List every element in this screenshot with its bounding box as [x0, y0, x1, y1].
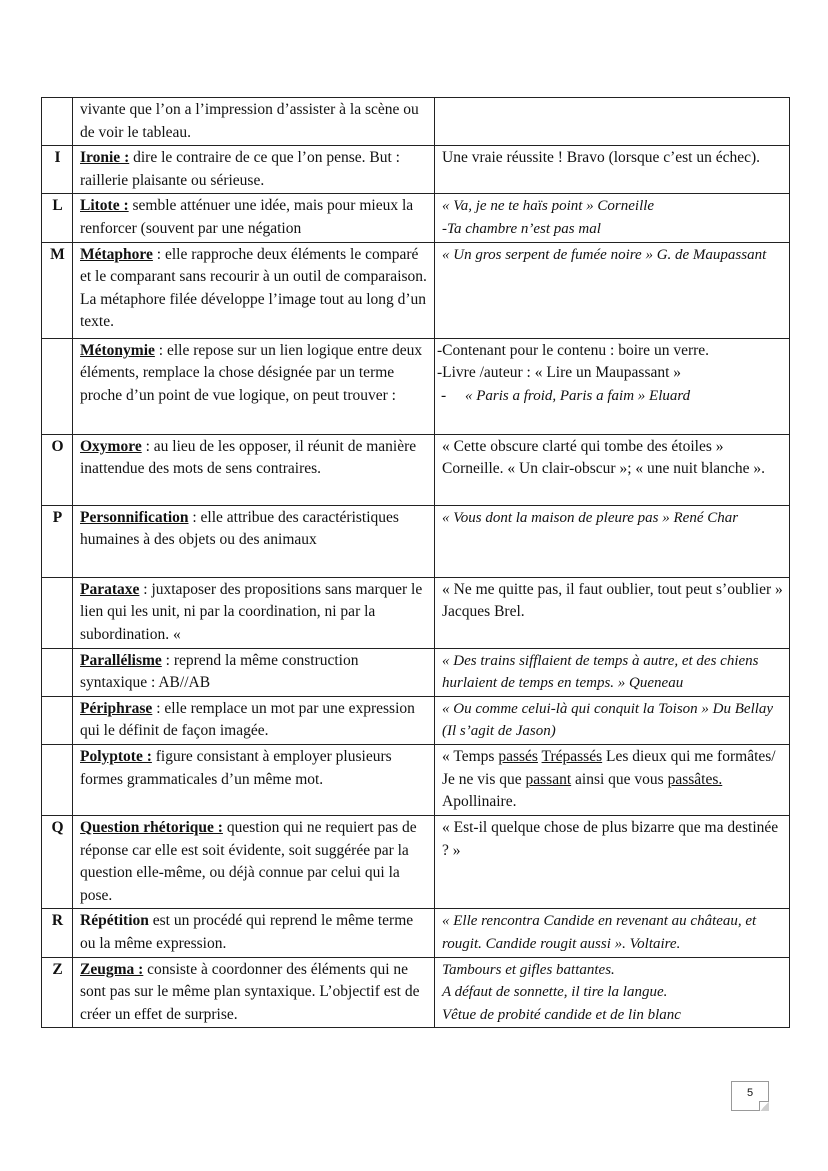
- row-letter: [42, 338, 73, 434]
- row-letter: Q: [42, 815, 73, 908]
- row-letter: I: [42, 146, 73, 194]
- definition-cell: [73, 146, 435, 194]
- definition-text: dire le contraire de ce que l’on pense. But : raillerie plaisante ou sérieuse.: [80, 149, 400, 189]
- example-line: « Va, je ne te haïs point » Corneille: [442, 198, 655, 215]
- page-number-box: [731, 1081, 769, 1111]
- definition-text: semble atténuer une idée, mais pour mieux la renforcer (souvent par une négation: [80, 197, 414, 237]
- definition-text: : au lieu de les opposer, il réunit de manière inattendue des mots de sens contraires.: [80, 437, 417, 478]
- table-row: [42, 338, 790, 434]
- term-metaphore: Métaphore: [80, 245, 153, 263]
- example-text: « Un gros serpent de fumée noire » G. de Maupassant: [442, 246, 767, 263]
- example-text: « Des trains sifflaient de temps à autre, et des chiens hurlaient de temps en temps. » Queneau: [442, 652, 759, 692]
- example-text: Les dieux qui me formâtes/ Je ne vis que: [442, 747, 776, 788]
- example-cell: [435, 696, 790, 744]
- table-row: [42, 194, 790, 242]
- example-line: [437, 385, 783, 408]
- table-row: [42, 146, 790, 194]
- example-line: A défaut de sonnette, il tire la langue.: [442, 984, 668, 1001]
- example-text: Apollinaire.: [442, 793, 517, 811]
- table-row: [42, 242, 790, 338]
- table-row: [42, 696, 790, 744]
- table-row: [42, 909, 790, 957]
- definition-cell: [73, 434, 435, 505]
- example-cell: [435, 505, 790, 577]
- row-letter: P: [42, 505, 73, 577]
- definition-text: : elle repose sur un lien logique entre deux éléments, remplace la chose désignée par un terme proche d’un point de vue logique, on peut trouver :: [80, 341, 423, 404]
- example-text: « Ou comme celui-là qui conquit la Toison » Du Bellay (Il s’agit de Jason): [442, 700, 774, 740]
- definition-text: : elle remplace un mot par une expression qui le définit de façon imagée.: [80, 699, 415, 740]
- definition-text: vivante que l’on a l’impression d’assister à la scène ou de voir le tableau.: [80, 101, 419, 141]
- example-text: ainsi que vous: [571, 770, 668, 788]
- row-letter: [42, 648, 73, 696]
- definition-text: figure consistant à employer plusieurs formes grammaticales d’un même mot.: [80, 747, 392, 788]
- table-row: [42, 577, 790, 648]
- definition-cell: [73, 194, 435, 242]
- definition-text: : juxtaposer des propositions sans marquer le lien qui les unit, ni par la coordination, ni par la subordination. «: [80, 580, 423, 643]
- example-text: « Vous dont la maison de pleure pas » René Char: [442, 509, 739, 526]
- definition-text: : reprend la même construction syntaxique : AB//AB: [80, 651, 359, 692]
- table-row: [42, 957, 790, 1028]
- term-parataxe: Parataxe: [80, 580, 140, 598]
- definition-cell: [73, 815, 435, 908]
- term-personnification: Personnification: [80, 508, 189, 526]
- example-cell: « Est-il quelque chose de plus bizarre que ma destinée ? »: [435, 815, 790, 908]
- row-letter: M: [42, 242, 73, 338]
- example-text: « Paris a froid, Paris a faim » Eluard: [465, 387, 691, 404]
- table-row: [42, 744, 790, 815]
- example-line: -Contenant pour le contenu : boire un verre.: [437, 341, 710, 359]
- definition-cell: [73, 242, 435, 338]
- example-cell: [435, 957, 790, 1028]
- example-line: -Ta chambre n’est pas mal: [442, 220, 601, 237]
- definition-cell: [73, 648, 435, 696]
- term-question-rhetorique: Question rhétorique :: [80, 818, 223, 836]
- table-row: [42, 815, 790, 908]
- term-zeugma: Zeugma :: [80, 960, 144, 978]
- example-cell: [435, 909, 790, 957]
- example-cell: [435, 338, 790, 434]
- row-letter: O: [42, 434, 73, 505]
- term-metonymie: Métonymie: [80, 341, 155, 359]
- term-litote: Litote :: [80, 197, 129, 215]
- row-letter: L: [42, 194, 73, 242]
- example-cell: [435, 744, 790, 815]
- example-cell: [435, 194, 790, 242]
- example-underlined-word: passant: [525, 770, 572, 788]
- example-cell: « Cette obscure clarté qui tombe des étoiles » Corneille. « Un clair-obscur »; « une nuit blanche ».: [435, 434, 790, 505]
- row-letter: [42, 98, 73, 146]
- example-line: Tambours et gifles battantes.: [442, 961, 615, 978]
- list-dash: -: [441, 386, 447, 404]
- definition-cell: [73, 98, 435, 146]
- example-underlined-word: passés: [498, 747, 538, 765]
- table-row: [42, 505, 790, 577]
- figures-table: [41, 97, 790, 1028]
- example-cell: [435, 648, 790, 696]
- example-cell: [435, 242, 790, 338]
- term-oxymore: Oxymore: [80, 437, 142, 455]
- term-periphrase: Périphrase: [80, 699, 153, 717]
- term-parallelisme: Parallélisme: [80, 651, 162, 669]
- definition-text: : elle rapproche deux éléments le comparé et le comparant sans recourir à un outil de comparaison. La métaphore filée développe l’image tout au long d’un texte.: [80, 245, 427, 331]
- definition-cell: [73, 338, 435, 434]
- definition-cell: [73, 577, 435, 648]
- definition-cell: [73, 957, 435, 1028]
- example-text: « Temps: [442, 747, 499, 765]
- definition-cell: [73, 505, 435, 577]
- row-letter: Z: [42, 957, 73, 1028]
- definition-cell: [73, 909, 435, 957]
- term-polyptote: Polyptote :: [80, 747, 152, 765]
- page-number: 5: [746, 1087, 754, 1099]
- definition-text: est un procédé qui reprend le même terme ou la même expression.: [80, 912, 414, 952]
- example-cell: « Ne me quitte pas, il faut oublier, tout peut s’oublier » Jacques Brel.: [435, 577, 790, 648]
- table-row: [42, 648, 790, 696]
- definition-cell: [73, 696, 435, 744]
- page-fold-corner: [759, 1101, 769, 1111]
- example-line: Vêtue de probité candide et de lin blanc: [442, 1006, 681, 1023]
- example-cell: Une vraie réussite ! Bravo (lorsque c’est un échec).: [435, 146, 790, 194]
- definition-text: question qui ne requiert pas de réponse car elle est soit évidente, soit suggérée par la question elle-même, ou déjà connue par celui qui la pose.: [80, 818, 417, 904]
- example-line: -Livre /auteur : « Lire un Maupassant »: [437, 364, 682, 382]
- row-letter: [42, 696, 73, 744]
- definition-text: : elle attribue des caractéristiques humaines à des objets ou des animaux: [80, 508, 399, 549]
- term-ironie: Ironie :: [80, 149, 130, 167]
- row-letter: R: [42, 909, 73, 957]
- table-row: [42, 434, 790, 505]
- term-repetition: Répétition: [80, 912, 149, 930]
- example-underlined-word: Trépassés: [541, 747, 603, 765]
- definition-text: consiste à coordonner des éléments qui ne sont pas sur le même plan syntaxique. L’objectif est de créer un effet de surprise.: [80, 960, 420, 1023]
- example-underlined-word: passâtes.: [667, 770, 723, 788]
- example-cell: [435, 98, 790, 146]
- table-row: [42, 98, 790, 146]
- row-letter: [42, 744, 73, 815]
- definition-cell: [73, 744, 435, 815]
- example-text: « Elle rencontra Candide en revenant au château, et rougit. Candide rougit aussi ». Voltaire.: [442, 913, 757, 952]
- row-letter: [42, 577, 73, 648]
